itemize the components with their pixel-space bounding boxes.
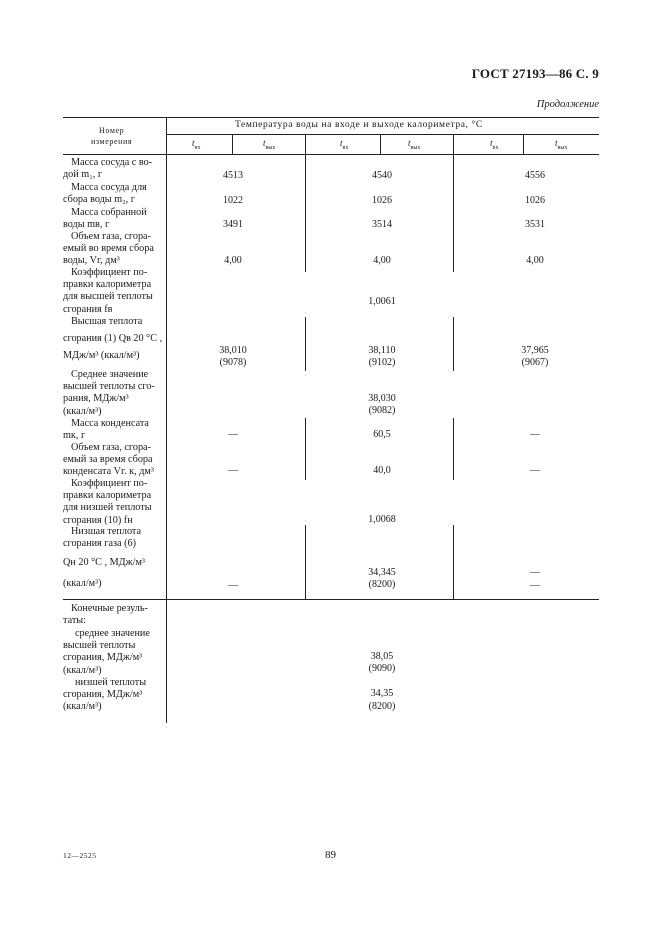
row-label-condensate-mass: Масса конденсата mк, г — [63, 418, 149, 442]
column-divider-a2 — [305, 317, 306, 371]
footer-code: 12—2525 — [63, 851, 97, 860]
correction-low-value: 1,0068 — [368, 514, 396, 525]
row-label-mean-high-heat: Среднее значение высшей теплоты сго- рания, МДж/м³ (ккал/м³) — [63, 369, 155, 417]
high-heat-kcal-3: (9067) — [521, 357, 549, 368]
row-label-collection-vessel: Масса сосуда для сбора воды m₂, г — [63, 182, 147, 206]
page-number: 89 — [325, 849, 336, 861]
subheader-t-out-2: $t_{вых}$ — [408, 138, 421, 151]
final-low-label: низшей теплоты сгорания, МДж/м³ (ккал/м³) — [63, 677, 147, 713]
low-heat-kcal-3: — — [530, 580, 540, 591]
column-divider-b4 — [453, 525, 454, 599]
vessel-mass-3: 4556 — [525, 170, 545, 181]
final-mean-high-label: среднее значение высшей теплоты сгорания, МДж/м³ (ккал/м³) — [63, 628, 150, 676]
high-heat-2: 38,110 — [368, 345, 396, 356]
final-low-value: 34,35 — [370, 688, 394, 699]
header-left-line1: Номер — [99, 126, 125, 135]
final-low-kcal: (8200) — [368, 701, 396, 712]
document-id: ГОСТ 27193—86 С. 9 — [471, 66, 599, 81]
row-label-gas-volume: Объем газа, сгора- емый во время сбора воды, Vг, дм³ — [63, 231, 154, 267]
high-heat-kcal-1: (9078) — [219, 357, 247, 368]
mean-high-heat-value: 38,030 — [368, 393, 396, 404]
collection-vessel-mass-2: 1026 — [372, 195, 392, 206]
column-divider-a1 — [305, 154, 306, 272]
subheader-t-out-1: $t_{вых}$ — [263, 138, 276, 151]
condensate-gas-volume-1: — — [228, 465, 238, 476]
condensate-gas-volume-3: — — [530, 465, 540, 476]
column-divider-b2 — [453, 317, 454, 371]
row-label-condensate-gas-volume: Объем газа, сгора- емый за время сбора конденсата Vг. к, дм³ — [63, 442, 154, 478]
subheader-t-in-2: $t_{вх}$ — [340, 138, 349, 151]
correction-high-value: 1,0061 — [368, 296, 396, 307]
final-mean-high-kcal: (9090) — [368, 663, 396, 674]
condensate-mass-2: 60,5 — [373, 429, 391, 440]
header-left-line2: измерения — [91, 137, 133, 146]
collection-vessel-mass-1: 1022 — [223, 195, 243, 206]
subheader-t-out-3: $t_{вых}$ — [555, 138, 568, 151]
gas-volume-1: 4,00 — [224, 255, 242, 266]
gas-volume-2: 4,00 — [373, 255, 391, 266]
subheader-divider-4 — [453, 134, 454, 154]
column-divider-a3 — [305, 418, 306, 480]
mean-high-heat-kcal: (9082) — [368, 405, 396, 416]
low-heat-2: 34,345 — [368, 567, 396, 578]
label-column-divider — [166, 117, 167, 723]
continuation-label: Продолжение — [536, 99, 599, 110]
header-bottom-rule — [63, 154, 599, 155]
low-heat-1: — — [228, 580, 238, 591]
vessel-mass-2: 4540 — [372, 170, 392, 181]
subheader-divider-1 — [232, 134, 233, 154]
row-label-high-heat: Высшая теплота сгорания (1) Qв 20 °С , МДж/м³ (ккал/м³) — [63, 316, 163, 362]
row-label-collected-water: Масса собранной воды mв, г — [63, 207, 147, 231]
high-heat-3: 37,965 — [521, 345, 549, 356]
subheader-t-in-1: $t_{вх}$ — [192, 138, 201, 151]
subheader-divider-5 — [523, 134, 524, 154]
collected-water-mass-1: 3491 — [223, 219, 243, 230]
header-main-title: Температура воды на входе и выходе калориметра, °С — [235, 120, 483, 130]
column-divider-a4 — [305, 525, 306, 599]
condensate-mass-1: — — [228, 429, 238, 440]
row-label-correction-low: Коэффициент по- правки калориметра для низшей теплоты сгорания (10) fн — [63, 478, 152, 526]
collected-water-mass-3: 3531 — [525, 219, 545, 230]
gas-volume-3: 4,00 — [526, 255, 544, 266]
final-results-title: Конечные резуль- таты: — [63, 603, 148, 627]
row-label-low-heat: Низшая теплота сгорания газа (6) Qн 20 °С , МДж/м³ (ккал/м³) — [63, 526, 145, 589]
row-label-vessel-mass: Масса сосуда с во- дой m₁, г — [63, 157, 153, 181]
high-heat-1: 38,010 — [219, 345, 247, 356]
header-mid-rule — [166, 134, 599, 135]
high-heat-kcal-2: (9102) — [368, 357, 396, 368]
column-divider-b3 — [453, 418, 454, 480]
vessel-mass-1: 4513 — [223, 170, 243, 181]
low-heat-3: — — [530, 567, 540, 578]
row-label-correction-high: Коэффициент по- правки калориметра для высшей теплоты сгорания fв — [63, 267, 153, 315]
low-heat-kcal-2: (8200) — [368, 579, 396, 590]
subheader-t-in-3: $t_{вх}$ — [490, 138, 499, 151]
final-section-rule — [63, 599, 599, 600]
subheader-divider-3 — [380, 134, 381, 154]
collection-vessel-mass-3: 1026 — [525, 195, 545, 206]
final-mean-high-value: 38,05 — [370, 651, 394, 662]
condensate-mass-3: — — [530, 429, 540, 440]
collected-water-mass-2: 3514 — [372, 219, 392, 230]
table-top-rule — [63, 117, 599, 118]
condensate-gas-volume-2: 40,0 — [373, 465, 391, 476]
column-divider-b1 — [453, 154, 454, 272]
subheader-divider-2 — [305, 134, 306, 154]
